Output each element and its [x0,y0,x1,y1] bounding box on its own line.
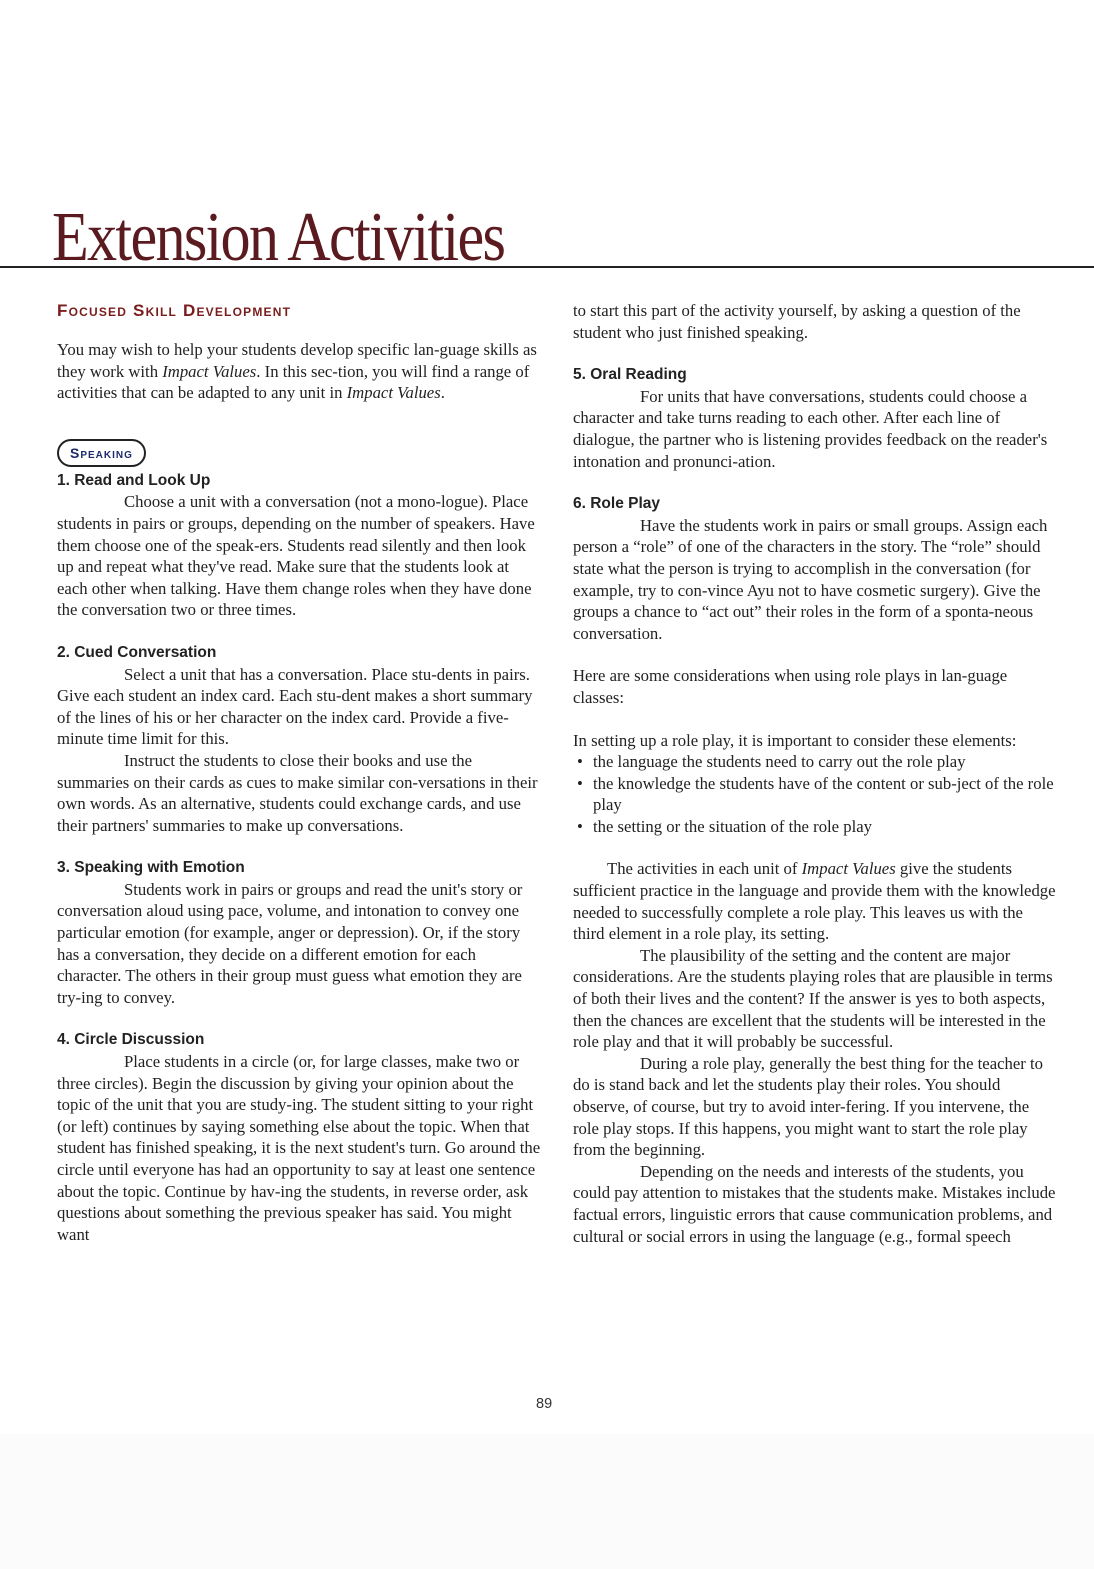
speaking-badge: Speaking [57,439,146,467]
during-paragraph: During a role play, generally the best thing for the teacher to do is stand back and let the students play their roles. You should observe, of course, but try to avoid inter-fering. If you intervene, the role play stops. If this happens, you might want to start the role play from the beginning. [573,1053,1043,1160]
activity-paragraph: Have the students work in pairs or small groups. Assign each person a “role” of one of the characters in the story. The “role” should state what the person is trying to accomplish in the conversation (for example, try to con-vince Ayu not to have cosmetic surgery). Give the groups a chance to “act out” their roles in the form of a sponta-neous conversation. [573,515,1048,643]
activity-paragraph: For units that have conversations, students could choose a character and take turns reading to each other. After each line of dialogue, the partner who is listening provides feedback on the reader's intonation and pronunci-ation. [573,386,1048,471]
activity-paragraph: Place students in a circle (or, for large classes, make two or three circles). Begin the discussion by giving your opinion about the topic of the unit that you are study-ing. The student sitting to your right (or left) continues by saying something else about the topic. When that student has finished speaking, it is the next student's turn. Go around the circle until everyone has had an opportunity to say at least one sentence about the topic. Continue by hav-ing the students, in reverse order, ask questions about something the previous speaker has said. You might want [57,1052,541,1244]
page-number: 89 [536,1396,553,1412]
activity-title-speaking-with-emotion: 3. Speaking with Emotion [57,859,245,877]
activity-title-read-look-up: 1. Read and Look Up [57,471,211,489]
activity-title-role-play: 6. Role Play [573,495,661,513]
list-item: • the language the students need to carry out the role play [573,751,1058,773]
considerations-paragraph: Here are some considerations when using role plays in lan-guage classes: [573,666,1008,707]
scan-bottom-margin [0,1434,1094,1569]
activity-paragraph: Choose a unit with a conversation (not a mono-logue). Place students in pairs or groups, depending on the number of speakers. Have them choose one of the speak-ers. Students read silently and then look up and repeat what they've read. Make sure that the students look at each other when talking. Have them change roles when they have done the conversation two or three times. [57,492,535,620]
page-title: Extension Activities [52,199,505,276]
section-title: Focused Skill Development [57,301,292,320]
depending-paragraph: Depending on the needs and interests of the students, you could pay attention to mistakes that the students make. Mistakes include factual errors, linguistic errors that cause communication problems, and cultural or social errors in using the language (e.g., formal speech [573,1161,1056,1246]
left-column [57,300,543,1245]
plausibility-paragraph: The plausibility of the setting and the content are major considerations. Are the students playing roles that are plausible in terms of both their lives and the content? If the answer is yes to both aspects, then the chances are excellent that the students will be interested in the role play and that it will probably be successful. [573,945,1053,1052]
title-rule [0,266,1094,268]
activities-paragraph: The activities in each unit of Impact Values give the students sufficient practice in the language and provide them with the knowledge needed to successfully complete a role play. This leaves us with the third element in a role play, its setting. [573,859,1056,944]
activity-title-oral-reading: 5. Oral Reading [573,366,687,384]
activity-title-cued-conversation: 2. Cued Conversation [57,643,217,661]
intro-paragraph: You may wish to help your students develop specific lan-guage skills as they work with Impact Values. In this sec-tion, you will find a range of activities that can be adapted to any unit in Impact Values. [57,340,537,403]
list-item: • the setting or the situation of the role play [573,816,1058,838]
activity-paragraph: Select a unit that has a conversation. Place stu-dents in pairs. Give each student an index card. Each stu-dent makes a short summary of the lines of his or her character on the index card. Provide a five-minute time limit for this. [57,664,533,749]
elements-list [573,751,1058,837]
activity-paragraph: Students work in pairs or groups and read the unit's story or conversation aloud using pace, volume, and intonation to convey one particular emotion (for example, anger or depression). Or, if the story has a conversation, they decide on a different emotion for each character. The others in their group must guess what emotion they are try-ing to convey. [57,879,523,1007]
list-item: • the knowledge the students have of the content or sub-ject of the role play [573,773,1058,816]
right-column [573,300,1058,1247]
elements-paragraph: In setting up a role play, it is important to consider these elements: [573,730,1017,750]
continued-paragraph: to start this part of the activity yourself, by asking a question of the student who just finished speaking. [573,301,1021,342]
activity-title-circle-discussion: 4. Circle Discussion [57,1031,205,1049]
activity-paragraph: Instruct the students to close their books and use the summaries on their cards as cues to make similar con-versations in their own words. As an alternative, students could exchange cards, and use their partners' summaries to make up conversations. [57,750,538,835]
